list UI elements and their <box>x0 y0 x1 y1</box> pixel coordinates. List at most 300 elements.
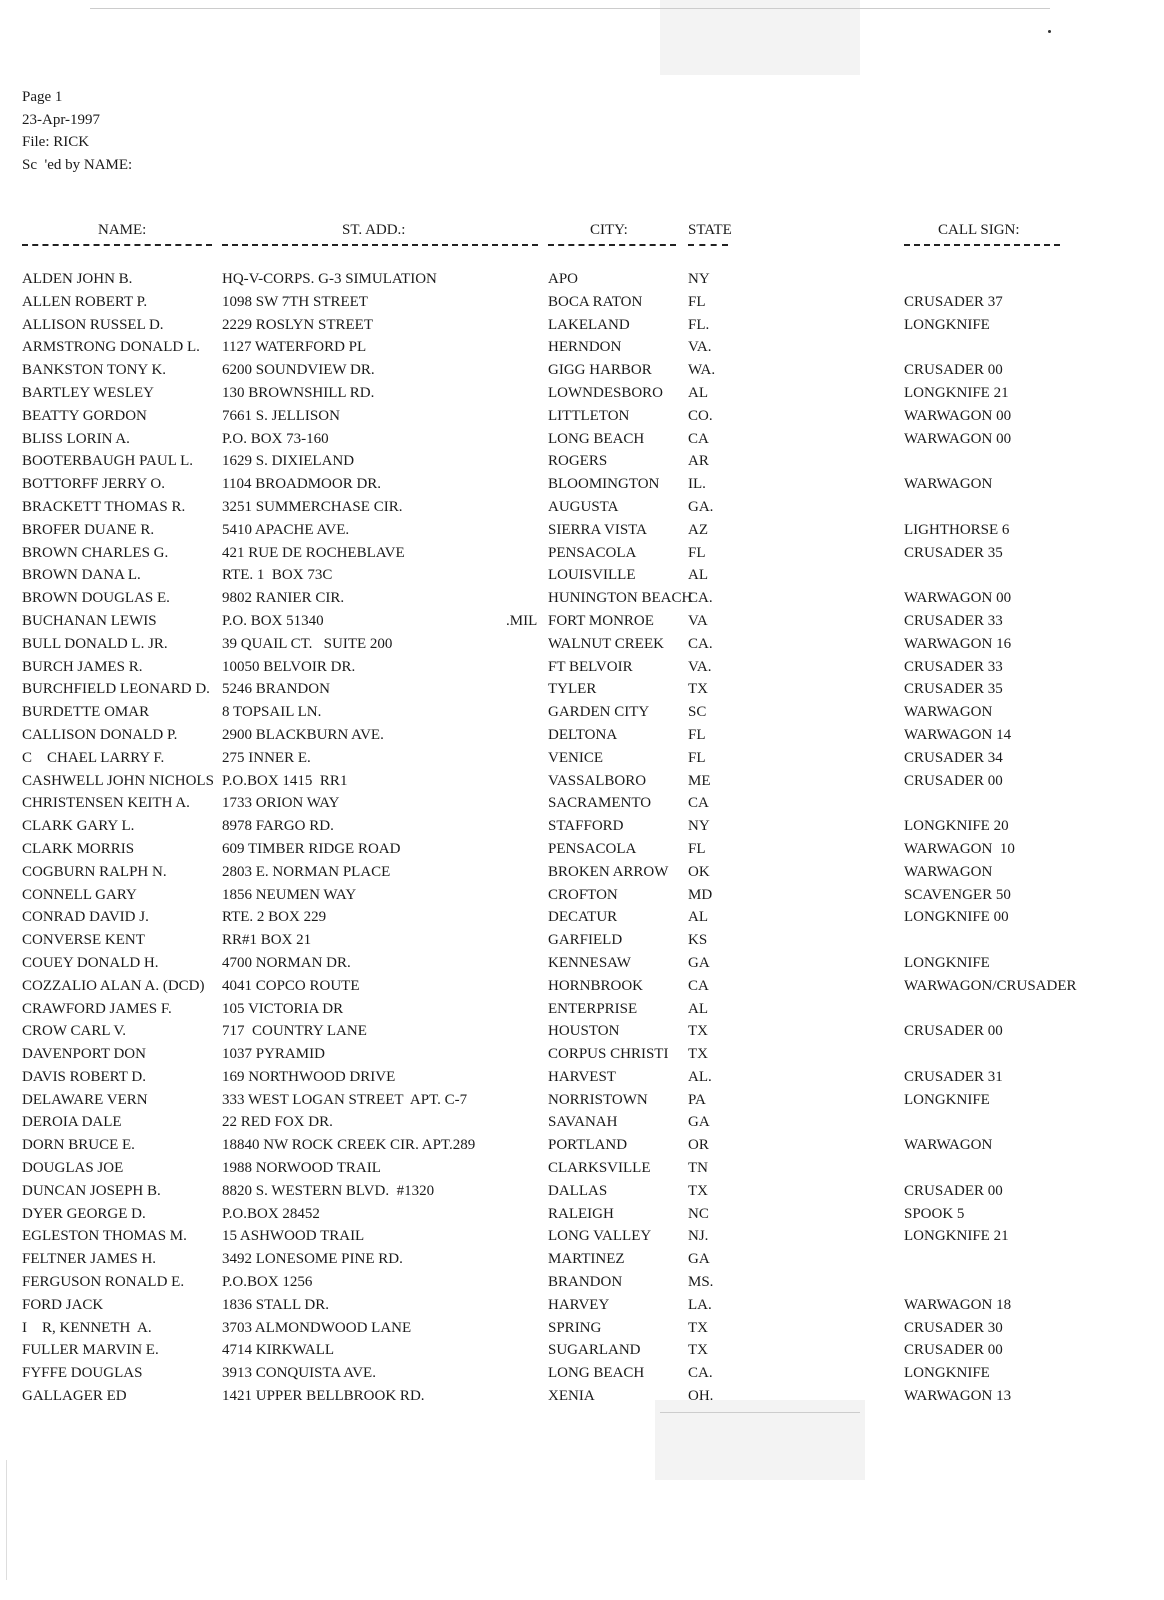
member-name: DORN BRUCE E. <box>22 1137 135 1154</box>
city: APO <box>548 271 579 287</box>
member-name: DAVIS ROBERT D. <box>22 1068 146 1085</box>
city: SIERRA VISTA <box>548 521 647 538</box>
table-row <box>0 1066 1164 1089</box>
table-row <box>0 815 1164 838</box>
member-name: FULLER MARVIN E. <box>22 1342 159 1359</box>
header-rule <box>222 244 538 246</box>
city: PENSACOLA <box>548 544 637 561</box>
member-name: BROFER DUANE R. <box>22 521 155 538</box>
city: XENIA <box>548 1388 595 1405</box>
street-address: 15 ASHWOOD TRAIL <box>222 1228 365 1245</box>
report-date: 23-Apr-1997 <box>22 111 101 128</box>
call-sign: WARWAGON 13 <box>904 1388 1012 1405</box>
street-address: 421 RUE DE ROCHEBLAVE <box>222 544 405 561</box>
table-row <box>0 268 1164 291</box>
state: FL <box>688 726 706 743</box>
call-sign: LONGKNIFE 21 <box>904 384 1009 401</box>
street-address: 1856 NEUMEN WAY <box>222 886 357 903</box>
city: RALEIGH <box>548 1205 614 1222</box>
member-name: CROW CARL V. <box>22 1023 127 1040</box>
street-address: 3492 LONESOME PINE RD. <box>222 1251 403 1268</box>
city: PORTLAND <box>548 1137 628 1154</box>
header-rule <box>688 244 728 246</box>
table-row <box>0 519 1164 542</box>
call-sign: WARWAGON <box>904 476 993 493</box>
state: AL. <box>688 1068 712 1085</box>
state: TN <box>688 1160 708 1177</box>
member-name: BEATTY GORDON <box>22 407 147 424</box>
table-row <box>0 1362 1164 1385</box>
city: FORT MONROE <box>548 612 654 629</box>
table-row <box>0 975 1164 998</box>
table-row <box>0 1180 1164 1203</box>
state: OK <box>688 863 710 880</box>
member-name: BULL DONALD L. JR. <box>22 635 168 652</box>
city: BLOOMINGTON <box>548 476 660 493</box>
street-address: 39 QUAIL CT. SUITE 200 <box>222 635 393 652</box>
state: FL <box>688 749 706 766</box>
member-name: FERGUSON RONALD E. <box>22 1274 185 1291</box>
call-sign: WARWAGON 10 <box>904 840 1015 857</box>
table-row <box>0 314 1164 337</box>
sort-order: Sc 'ed by NAME: <box>22 156 133 173</box>
city: LAKELAND <box>548 316 630 333</box>
call-sign: WARWAGON/CRUSADER <box>904 977 1077 994</box>
member-name: DEROIA DALE <box>22 1114 122 1131</box>
member-name: I R, KENNETH A. <box>22 1319 152 1336</box>
street-address: 1836 STALL DR. <box>222 1296 329 1313</box>
table-row <box>0 770 1164 793</box>
scan-shade <box>660 0 860 75</box>
table-row <box>0 1294 1164 1317</box>
call-sign: LIGHTHORSE 6 <box>904 521 1010 538</box>
table-row <box>0 678 1164 701</box>
city: VENICE <box>548 749 603 766</box>
state: TX <box>688 1319 708 1336</box>
member-name: FORD JACK <box>22 1296 104 1313</box>
member-name: GALLAGER ED <box>22 1388 127 1405</box>
table-row <box>0 1089 1164 1112</box>
state: AL <box>688 384 708 401</box>
state: TX <box>688 681 708 698</box>
city: DALLAS <box>548 1182 608 1199</box>
state: CA. <box>688 635 713 652</box>
street-address: RTE. 2 BOX 229 <box>222 909 327 926</box>
street-address: P.O.BOX 28452 <box>222 1205 320 1222</box>
table-row <box>0 838 1164 861</box>
table-row <box>0 291 1164 314</box>
call-sign: WARWAGON 14 <box>904 726 1012 743</box>
city: SPRING <box>548 1319 602 1336</box>
call-sign: CRUSADER 00 <box>904 1182 1003 1199</box>
call-sign: LONGKNIFE <box>904 1091 990 1108</box>
city: DELTONA <box>548 726 618 743</box>
city: GARFIELD <box>548 932 623 949</box>
street-address: P.O.BOX 1256 <box>222 1274 313 1291</box>
call-sign: CRUSADER 33 <box>904 658 1003 675</box>
member-name: CONNELL GARY <box>22 886 137 903</box>
street-address: 1733 ORION WAY <box>222 795 340 812</box>
scan-smudge <box>660 1412 860 1413</box>
street-address: 1421 UPPER BELLBROOK RD. <box>222 1388 425 1405</box>
scan-speck <box>1048 30 1051 33</box>
member-name: BUCHANAN LEWIS <box>22 612 157 629</box>
column-header-address: ST. ADD.: <box>342 222 406 238</box>
street-address: 18840 NW ROCK CREEK CIR. APT.289 <box>222 1137 476 1154</box>
table-row <box>0 428 1164 451</box>
header-rule <box>548 244 676 246</box>
scan-edge <box>6 1460 7 1580</box>
street-address: 2229 ROSLYN STREET <box>222 316 374 333</box>
city: TYLER <box>548 681 597 698</box>
table-row <box>0 861 1164 884</box>
street-address: P.O.BOX 1415 RR1 <box>222 772 348 789</box>
street-address: 8 TOPSAIL LN. <box>222 704 322 721</box>
member-name: BOTTORFF JERRY O. <box>22 476 165 493</box>
street-address: 1104 BROADMOOR DR. <box>222 476 382 493</box>
street-address: 3913 CONQUISTA AVE. <box>222 1365 376 1382</box>
call-sign: CRUSADER 35 <box>904 544 1003 561</box>
street-address: 10050 BELVOIR DR. <box>222 658 356 675</box>
table-row <box>0 792 1164 815</box>
city: PENSACOLA <box>548 840 637 857</box>
city: KENNESAW <box>548 954 631 971</box>
member-name: BURCH JAMES R. <box>22 658 143 675</box>
city: GARDEN CITY <box>548 704 650 721</box>
table-row <box>0 382 1164 405</box>
member-name: EGLESTON THOMAS M. <box>22 1228 187 1245</box>
street-address: P.O. BOX 73-160 <box>222 430 329 447</box>
member-name: BARTLEY WESLEY <box>22 384 155 401</box>
city: HARVEST <box>548 1068 616 1085</box>
call-sign: SCAVENGER 50 <box>904 886 1011 903</box>
city: CROFTON <box>548 886 618 903</box>
city: ROGERS <box>548 453 608 470</box>
city: LOWNDESBORO <box>548 384 663 401</box>
state: SC <box>688 704 707 721</box>
table-row <box>0 1248 1164 1271</box>
street-address: 9802 RANIER CIR. <box>222 590 345 607</box>
table-row <box>0 564 1164 587</box>
state: LA. <box>688 1296 712 1313</box>
street-address: 105 VICTORIA DR <box>222 1000 344 1017</box>
city: HARVEY <box>548 1296 610 1313</box>
street-address: 5410 APACHE AVE. <box>222 521 350 538</box>
street-address: 5246 BRANDON <box>222 681 330 698</box>
call-sign: LONGKNIFE <box>904 1365 990 1382</box>
street-address: RTE. 1 BOX 73C <box>222 567 333 584</box>
table-row <box>0 1157 1164 1180</box>
table-row <box>0 405 1164 428</box>
column-header-call-sign: CALL SIGN: <box>938 222 1020 238</box>
street-address: 1988 NORWOOD TRAIL <box>222 1160 381 1177</box>
member-name: FYFFE DOUGLAS <box>22 1365 143 1382</box>
street-address: 8820 S. WESTERN BLVD. #1320 <box>222 1182 435 1199</box>
state: MD <box>688 886 713 903</box>
state: PA <box>688 1091 706 1108</box>
state: OH. <box>688 1388 714 1405</box>
member-name: CRAWFORD JAMES F. <box>22 1000 172 1017</box>
table-row <box>0 998 1164 1021</box>
city: AUGUSTA <box>548 498 619 515</box>
call-sign: CRUSADER 34 <box>904 749 1003 766</box>
state: NY <box>688 818 710 835</box>
call-sign: WARWAGON 00 <box>904 590 1012 607</box>
street-address: 1127 WATERFORD PL <box>222 339 367 356</box>
street-address: 333 WEST LOGAN STREET APT. C-7 <box>222 1091 468 1108</box>
street-address: 2803 E. NORMAN PLACE <box>222 863 391 880</box>
table-row <box>0 610 1164 633</box>
member-name: ARMSTRONG DONALD L. <box>22 339 200 356</box>
call-sign: WARWAGON 18 <box>904 1296 1012 1313</box>
member-name: CONRAD DAVID J. <box>22 909 149 926</box>
call-sign: LONGKNIFE 21 <box>904 1228 1009 1245</box>
member-name: COZZALIO ALAN A. (DCD) <box>22 977 205 994</box>
call-sign: LONGKNIFE <box>904 316 990 333</box>
call-sign: WARWAGON <box>904 1137 993 1154</box>
table-row <box>0 906 1164 929</box>
scan-edge-top <box>90 8 1050 9</box>
street-address: 275 INNER E. <box>222 749 311 766</box>
member-name: DAVENPORT DON <box>22 1046 146 1063</box>
state: FL. <box>688 316 710 333</box>
state: CA <box>688 795 709 812</box>
street-address: 717 COUNTRY LANE <box>222 1023 367 1040</box>
city: BOCA RATON <box>548 293 643 310</box>
state: NC <box>688 1205 709 1222</box>
member-name: BROWN DOUGLAS E. <box>22 590 170 607</box>
street-address: RR#1 BOX 21 <box>222 932 312 949</box>
table-row <box>0 633 1164 656</box>
table-row <box>0 496 1164 519</box>
table-row <box>0 359 1164 382</box>
city: SUGARLAND <box>548 1342 641 1359</box>
member-name: BROWN CHARLES G. <box>22 544 169 561</box>
street-address: 8978 FARGO RD. <box>222 818 334 835</box>
state: GA. <box>688 498 714 515</box>
table-row <box>0 701 1164 724</box>
street-address: 7661 S. JELLISON <box>222 407 340 424</box>
table-row <box>0 542 1164 565</box>
table-row <box>0 1317 1164 1340</box>
file-name: File: RICK <box>22 134 90 150</box>
street-address: 1098 SW 7TH STREET <box>222 293 368 310</box>
state: TX <box>688 1023 708 1040</box>
table-row <box>0 1271 1164 1294</box>
table-row <box>0 1134 1164 1157</box>
state: AL <box>688 1000 708 1017</box>
call-sign: CRUSADER 31 <box>904 1068 1003 1085</box>
address-suffix: .MIL <box>506 612 538 629</box>
state: AL <box>688 909 708 926</box>
table-row <box>0 747 1164 770</box>
street-address: P.O. BOX 51340 <box>222 612 324 629</box>
call-sign: WARWAGON 00 <box>904 430 1012 447</box>
member-name: CLARK MORRIS <box>22 840 135 857</box>
state: VA. <box>688 658 712 675</box>
call-sign: CRUSADER 37 <box>904 293 1003 310</box>
table-row <box>0 1043 1164 1066</box>
state: NY <box>688 271 710 287</box>
city: LONG BEACH <box>548 1365 645 1382</box>
state: TX <box>688 1046 708 1063</box>
state: CA <box>688 430 709 447</box>
table-row <box>0 656 1164 679</box>
city: LITTLETON <box>548 407 630 424</box>
city: BRANDON <box>548 1274 623 1291</box>
call-sign: WARWAGON <box>904 704 993 721</box>
member-name: DOUGLAS JOE <box>22 1160 124 1177</box>
state: FL <box>688 544 706 561</box>
table-row <box>0 929 1164 952</box>
city: VASSALBORO <box>548 772 647 789</box>
state: CA. <box>688 1365 713 1382</box>
call-sign: LONGKNIFE 00 <box>904 909 1009 926</box>
member-name: CASHWELL JOHN NICHOLS <box>22 772 214 789</box>
city: SAVANAH <box>548 1114 618 1131</box>
member-name: COUEY DONALD H. <box>22 954 159 971</box>
call-sign: CRUSADER 00 <box>904 1023 1003 1040</box>
street-address: 2900 BLACKBURN AVE. <box>222 726 384 743</box>
table-row <box>0 1339 1164 1362</box>
street-address: 1629 S. DIXIELAND <box>222 453 355 470</box>
table-row <box>0 1225 1164 1248</box>
member-name: CONVERSE KENT <box>22 932 145 949</box>
call-sign: CRUSADER 30 <box>904 1319 1003 1336</box>
street-address: 609 TIMBER RIDGE ROAD <box>222 840 401 857</box>
state: NJ. <box>688 1228 709 1245</box>
call-sign: SPOOK 5 <box>904 1205 965 1222</box>
call-sign: CRUSADER 35 <box>904 681 1003 698</box>
city: WALNUT CREEK <box>548 635 664 652</box>
state: GA <box>688 954 710 971</box>
city: LONG BEACH <box>548 430 645 447</box>
street-address: 4700 NORMAN DR. <box>222 954 351 971</box>
call-sign: LONGKNIFE <box>904 954 990 971</box>
member-name: DELAWARE VERN <box>22 1091 148 1108</box>
city: DECATUR <box>548 909 618 926</box>
street-address: 6200 SOUNDVIEW DR. <box>222 362 375 379</box>
street-address: HQ-V-CORPS. G-3 SIMULATION <box>222 271 437 287</box>
member-name: BURCHFIELD LEONARD D. <box>22 681 210 698</box>
member-name: BANKSTON TONY K. <box>22 362 167 379</box>
call-sign: CRUSADER 00 <box>904 1342 1003 1359</box>
member-name: CLARK GARY L. <box>22 818 135 835</box>
member-name: BURDETTE OMAR <box>22 704 150 721</box>
call-sign: CRUSADER 00 <box>904 362 1003 379</box>
member-name: BROWN DANA L. <box>22 567 141 584</box>
city: NORRISTOWN <box>548 1091 648 1108</box>
state: AZ <box>688 521 708 538</box>
city: HERNDON <box>548 339 622 356</box>
call-sign: WARWAGON 16 <box>904 635 1012 652</box>
state: VA <box>688 612 708 629</box>
member-name: BRACKETT THOMAS R. <box>22 498 186 515</box>
column-header-city: CITY: <box>590 222 628 238</box>
member-name: ALLEN ROBERT P. <box>22 293 148 310</box>
table-row <box>0 587 1164 610</box>
city: CLARKSVILLE <box>548 1160 651 1177</box>
state: WA. <box>688 362 716 379</box>
state: TX <box>688 1342 708 1359</box>
city: HOUSTON <box>548 1023 620 1040</box>
state: IL. <box>688 476 706 493</box>
street-address: 4714 KIRKWALL <box>222 1342 335 1359</box>
call-sign: CRUSADER 00 <box>904 772 1003 789</box>
state: MS. <box>688 1274 714 1291</box>
street-address: 22 RED FOX DR. <box>222 1114 333 1131</box>
table-row <box>0 1111 1164 1134</box>
call-sign: CRUSADER 33 <box>904 612 1003 629</box>
city: GIGG HARBOR <box>548 362 652 379</box>
member-name: DYER GEORGE D. <box>22 1205 146 1222</box>
state: OR <box>688 1137 709 1154</box>
table-row <box>0 884 1164 907</box>
member-name: COGBURN RALPH N. <box>22 863 167 880</box>
call-sign: LONGKNIFE 20 <box>904 818 1009 835</box>
table-row <box>0 952 1164 975</box>
city: BROKEN ARROW <box>548 863 669 880</box>
member-name: DUNCAN JOSEPH B. <box>22 1182 161 1199</box>
state: CO. <box>688 407 713 424</box>
city: MARTINEZ <box>548 1251 625 1268</box>
call-sign: WARWAGON 00 <box>904 407 1012 424</box>
city: ENTERPRISE <box>548 1000 638 1017</box>
table-row <box>0 336 1164 359</box>
city: CORPUS CHRISTI <box>548 1046 669 1063</box>
column-header-state: STATE <box>688 222 732 238</box>
member-name: ALLISON RUSSEL D. <box>22 316 164 333</box>
state: CA. <box>688 590 713 607</box>
state: AR <box>688 453 709 470</box>
street-address: 3703 ALMONDWOOD LANE <box>222 1319 412 1336</box>
city: LOUISVILLE <box>548 567 636 584</box>
member-name: ALDEN JOHN B. <box>22 271 133 287</box>
city: FT BELVOIR <box>548 658 633 675</box>
street-address: 169 NORTHWOOD DRIVE <box>222 1068 396 1085</box>
call-sign: WARWAGON <box>904 863 993 880</box>
header-rule <box>904 244 1060 246</box>
member-name: BLISS LORIN A. <box>22 430 130 447</box>
header-rule <box>22 244 212 246</box>
table-row <box>0 1020 1164 1043</box>
member-list <box>0 268 1164 1408</box>
member-name: BOOTERBAUGH PAUL L. <box>22 453 193 470</box>
state: FL <box>688 293 706 310</box>
table-row <box>0 1385 1164 1408</box>
report-header <box>22 86 132 176</box>
state: VA. <box>688 339 712 356</box>
state: GA <box>688 1251 710 1268</box>
city: SACRAMENTO <box>548 795 652 812</box>
table-row <box>0 1203 1164 1226</box>
state: KS <box>688 932 708 949</box>
member-name: C CHAEL LARRY F. <box>22 749 165 766</box>
city: LONG VALLEY <box>548 1228 652 1245</box>
state: FL <box>688 840 706 857</box>
state: ME <box>688 772 711 789</box>
table-row <box>0 724 1164 747</box>
street-address: 4041 COPCO ROUTE <box>222 977 360 994</box>
street-address: 3251 SUMMERCHASE CIR. <box>222 498 403 515</box>
column-header-name: NAME: <box>98 222 147 238</box>
table-row <box>0 473 1164 496</box>
state: GA <box>688 1114 710 1131</box>
state: TX <box>688 1182 708 1199</box>
city: HORNBROOK <box>548 977 644 994</box>
street-address: 1037 PYRAMID <box>222 1046 325 1063</box>
member-name: FELTNER JAMES H. <box>22 1251 157 1268</box>
